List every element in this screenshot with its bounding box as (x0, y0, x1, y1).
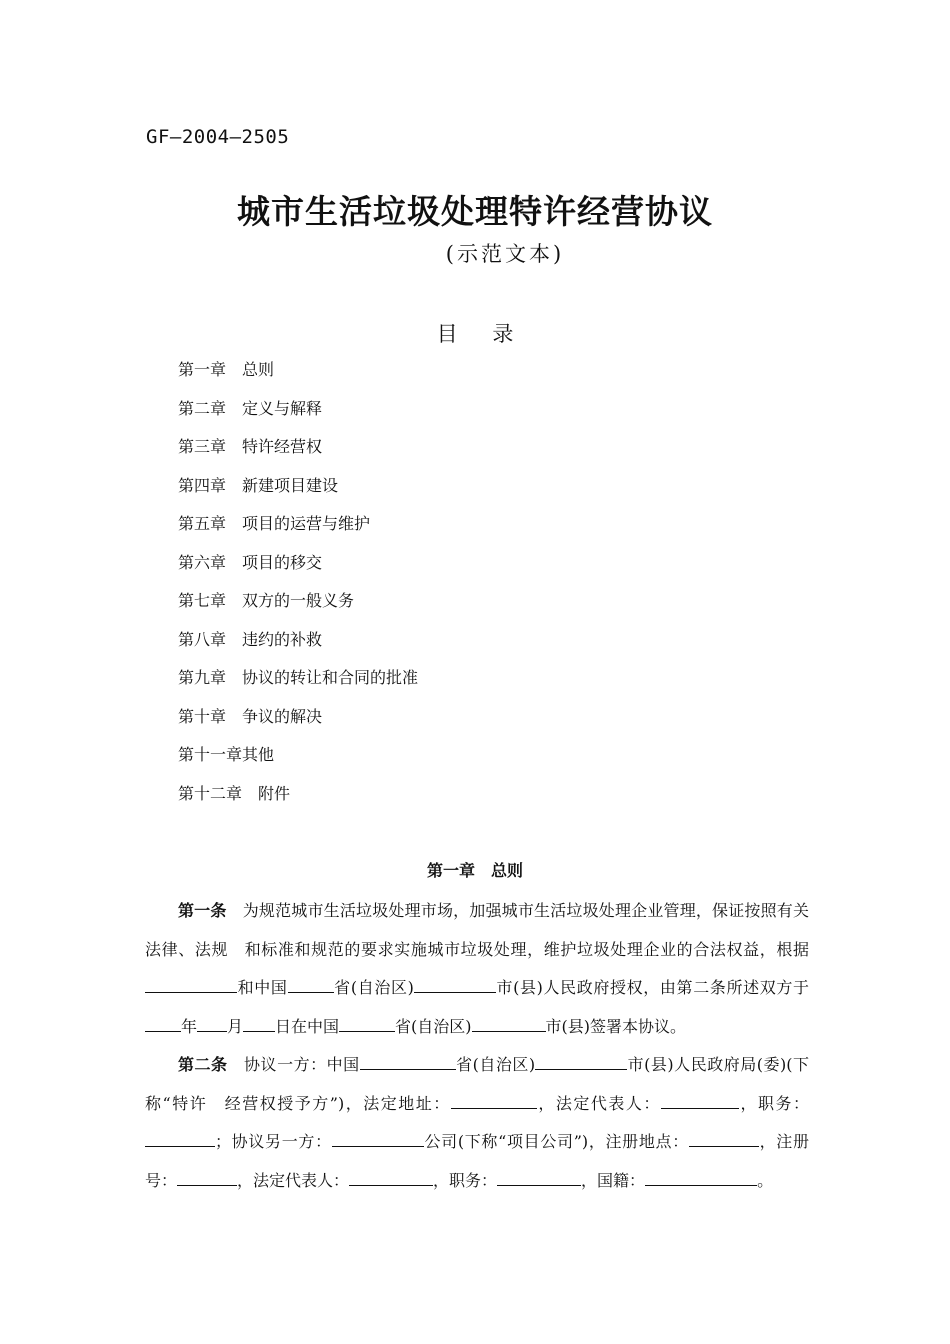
article-text: 协议一方：中国 (244, 1055, 360, 1074)
article-text: 为规范城市生活垃圾处理市场，加强城市生活垃圾处理企业管理，保证按照有关法律、法规 和标准和规范的要求实施城市垃圾处理，维护垃圾处理企业的合法权益，根据 (145, 901, 809, 959)
article-lead: 第一条 (178, 901, 227, 920)
fill-blank[interactable] (414, 972, 496, 993)
toc-item: 第十二章 附件 (178, 783, 291, 803)
fill-blank[interactable] (145, 972, 237, 993)
toc-title: 目 录 (436, 322, 514, 346)
toc-item: 第二章 定义与解释 (178, 398, 323, 418)
fill-blank[interactable] (689, 1126, 759, 1147)
fill-blank[interactable] (645, 1165, 757, 1186)
article-text: 省(自治区) (333, 978, 414, 997)
article-text: ，职务： (738, 1093, 809, 1113)
toc-item: 第九章 协议的转让和合同的批准 (178, 668, 419, 687)
fill-blank[interactable] (197, 1011, 227, 1032)
article-text: 公司(下称“项目公司”)，注册地点： (423, 1132, 689, 1151)
article-text: 省(自治区) (455, 1055, 536, 1074)
chapter-heading: 第一章 总则 (426, 861, 523, 880)
fill-blank[interactable] (145, 1011, 181, 1032)
article-text: 和中国 (237, 978, 288, 997)
article-text: 。 (757, 1170, 774, 1190)
toc-item: 第七章 双方的一般义务 (178, 591, 355, 610)
toc-item: 第四章 新建项目建设 (178, 475, 339, 495)
article-lead: 第二条 (178, 1055, 228, 1074)
fill-blank[interactable] (497, 1165, 581, 1186)
fill-blank[interactable] (339, 1011, 395, 1032)
article-text: 月 (227, 1016, 244, 1036)
fill-blank[interactable] (145, 1126, 215, 1147)
document-title: 城市生活垃圾处理特许经营协议 (237, 192, 713, 231)
toc-item: 第三章 特许经营权 (178, 437, 323, 456)
fill-blank[interactable] (288, 972, 334, 993)
toc-item: 第一章 总则 (178, 360, 275, 379)
toc-item: 第五章 项目的运营与维护 (178, 514, 371, 533)
toc-item: 第十一章其他 (178, 745, 275, 764)
article-text: ，注册号： (145, 1132, 809, 1190)
fill-blank[interactable] (349, 1165, 433, 1186)
fill-blank[interactable] (535, 1049, 627, 1070)
article-text: ；协议另一方： (215, 1132, 332, 1151)
fill-blank[interactable] (451, 1088, 537, 1109)
toc-item: 第六章 项目的移交 (178, 552, 323, 572)
fill-blank[interactable] (661, 1088, 739, 1109)
article-text: ，法定代表人： (237, 1170, 350, 1190)
article-text: 年 (181, 1016, 198, 1036)
fill-blank[interactable] (472, 1011, 546, 1032)
article-text: 市(县)签署本协议。 (545, 1016, 687, 1036)
fill-blank[interactable] (360, 1049, 456, 1070)
article-1 (145, 892, 809, 1046)
fill-blank[interactable] (332, 1126, 424, 1147)
article-text: ，法定代表人： (536, 1093, 661, 1113)
article-text: 市(县)人民政府局(委)(下称“特许 经营权授予方”)，法定地址： (145, 1055, 809, 1113)
article-text: 省(自治区) (395, 1016, 472, 1036)
article-text: ，职务： (433, 1170, 498, 1190)
document-subtitle: (示范文本) (445, 242, 565, 266)
table-of-contents (178, 358, 418, 820)
toc-item: 第十章 争议的解决 (178, 706, 323, 726)
article-text: 日在中国 (275, 1016, 340, 1036)
article-text: 市(县)人民政府授权，由第二条所述双方于 (495, 978, 809, 997)
fill-blank[interactable] (177, 1165, 237, 1186)
fill-blank[interactable] (243, 1011, 275, 1032)
article-text: ，国籍： (581, 1170, 646, 1190)
document-code: GF—2004—2505 (146, 126, 290, 148)
toc-item: 第八章 违约的补救 (178, 629, 323, 649)
article-2 (145, 1046, 809, 1200)
